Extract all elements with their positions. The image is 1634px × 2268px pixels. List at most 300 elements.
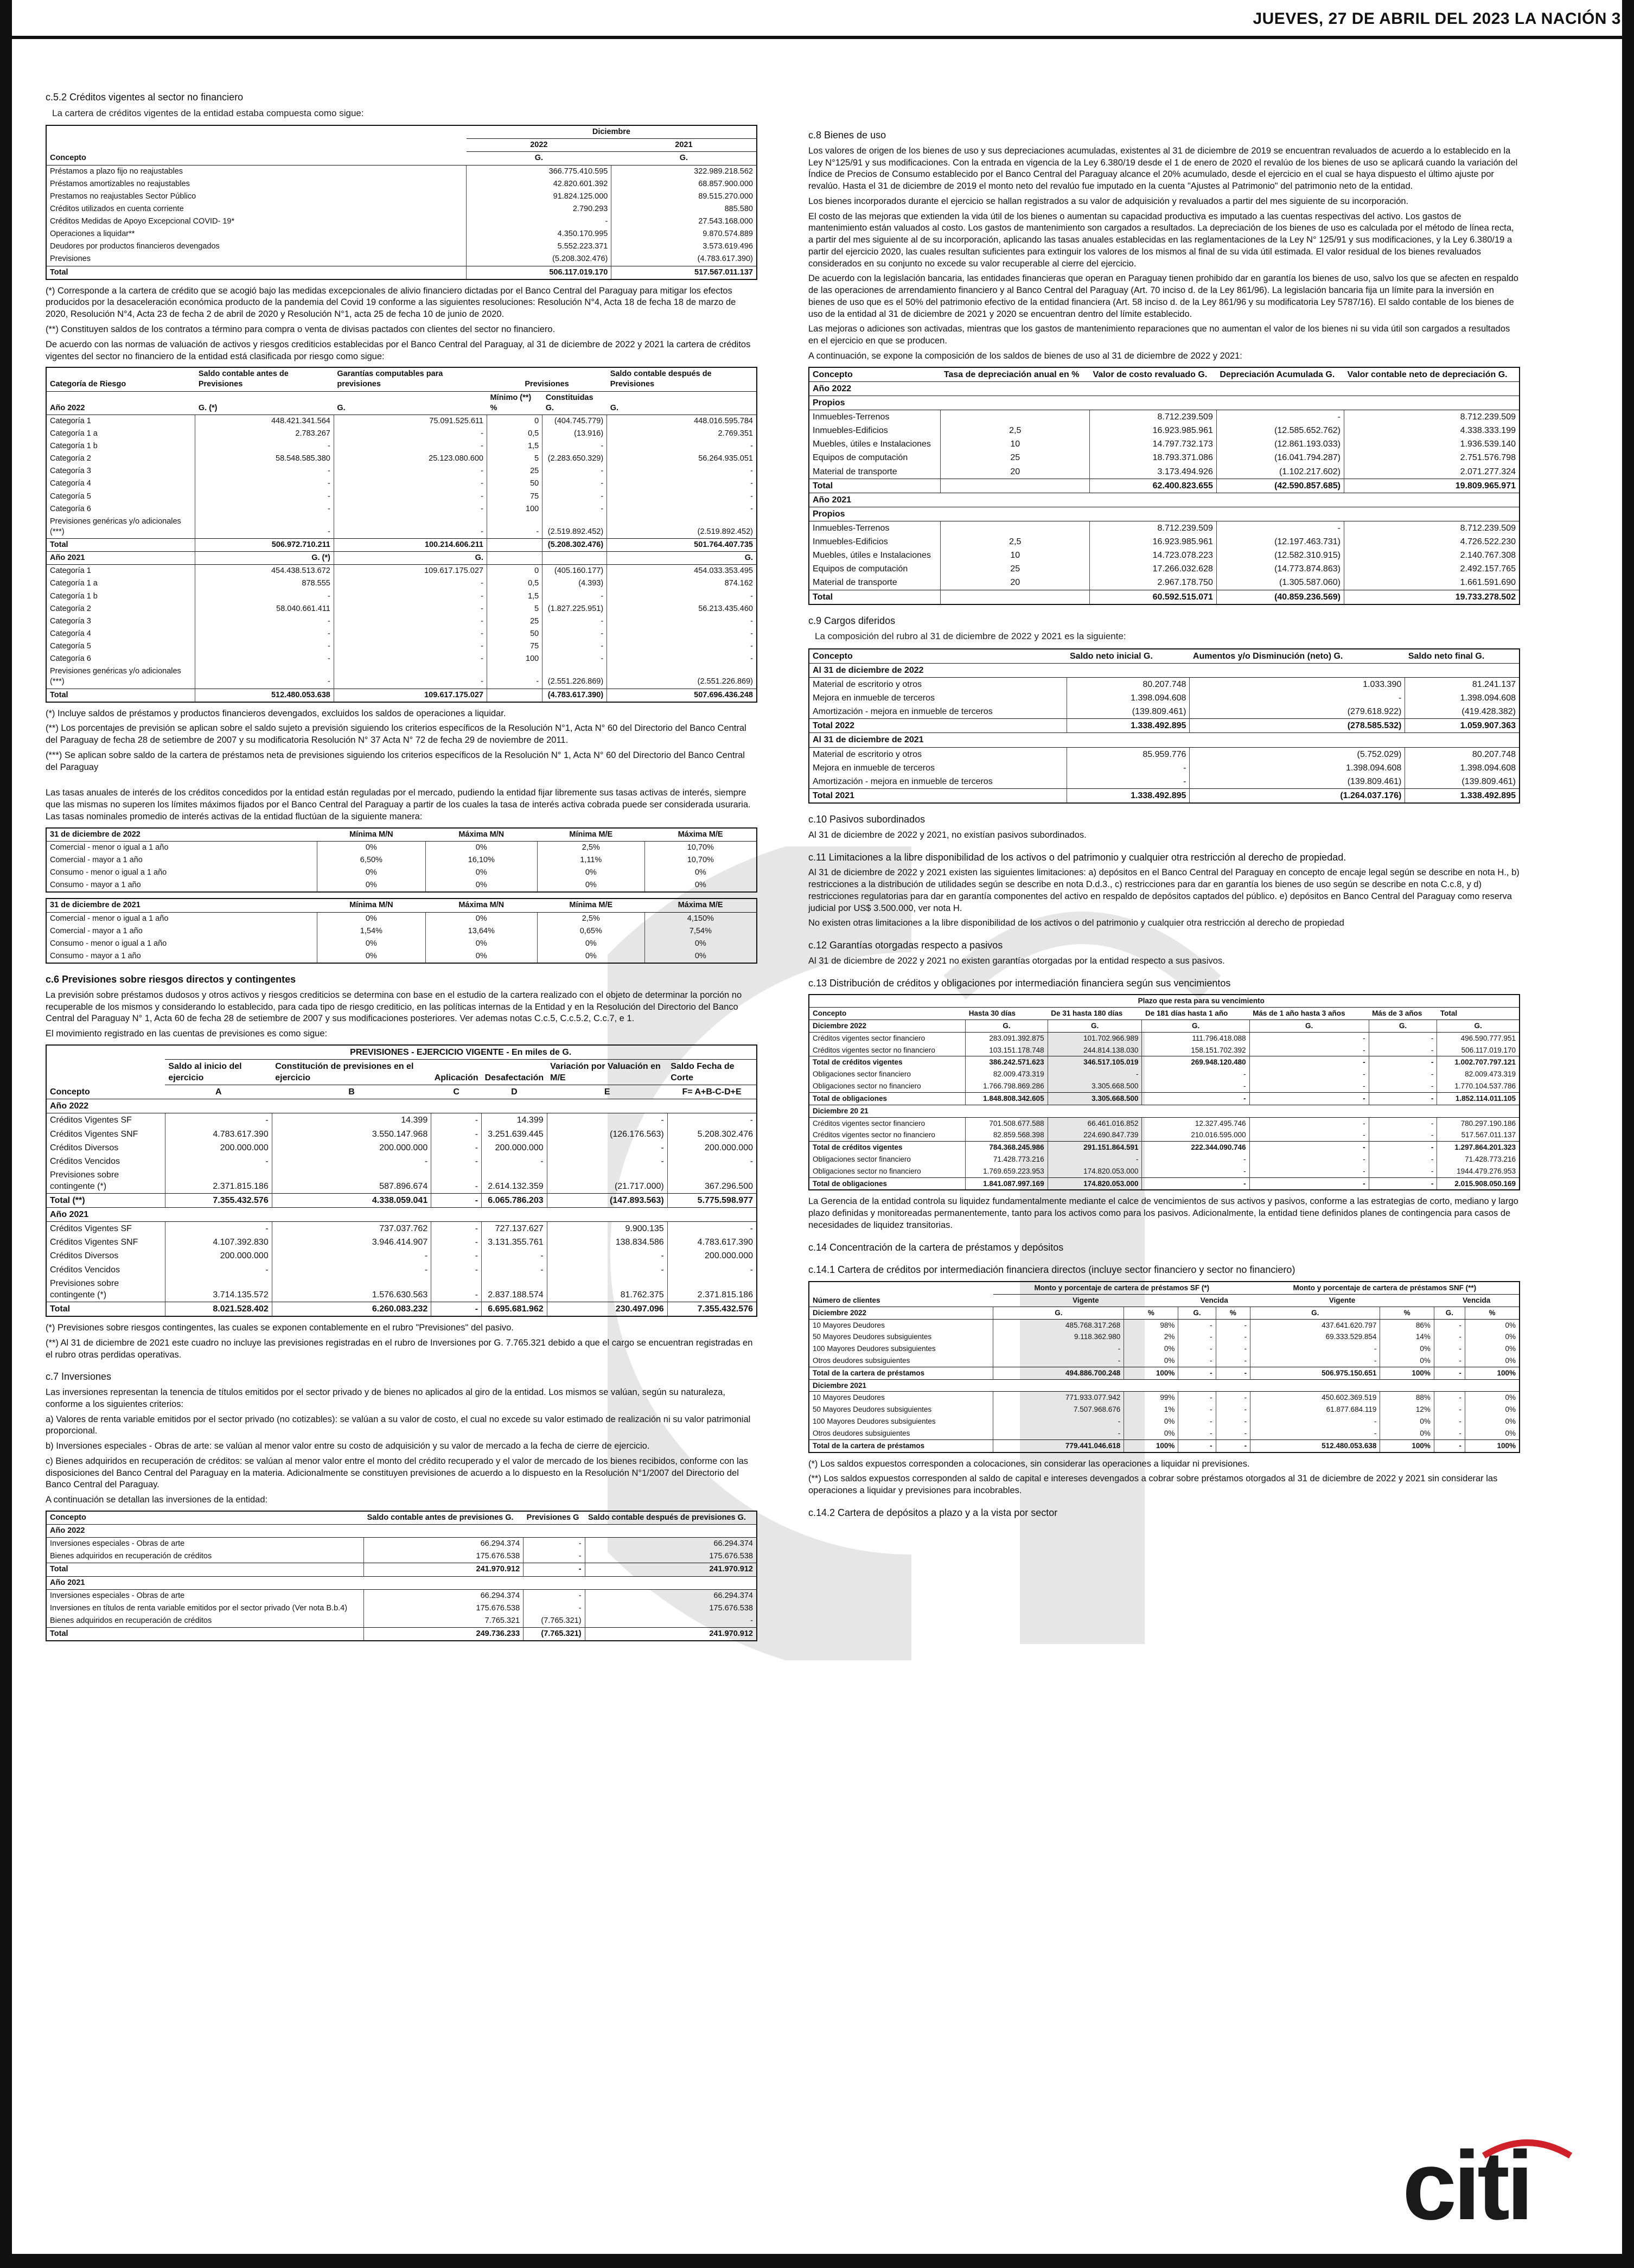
table-cell: 784.368.245.986 [966,1142,1048,1154]
table-cell: - [1249,1068,1369,1080]
table-cell: 1.398.094.608 [1067,691,1190,705]
table-cell: Inversiones en títulos de renta variable emitidos por el sector privado (Ver nota B.b.4) [50,1603,348,1613]
section-title: c.5.2 Créditos vigentes al sector no financiero [46,92,244,103]
table-cell: 2.614.132.359 [482,1168,547,1194]
table-cell: 14.399 [272,1113,431,1127]
table-cell: - [607,628,757,640]
table-row [46,867,757,879]
table-cell: - [195,465,334,477]
table-cell: - [1434,1367,1465,1379]
table-cell: 0% [537,938,644,950]
table-cell: - [542,503,607,515]
table-group-row [809,1105,1520,1117]
column-header: Constitución de previsiones en el ejercicio [272,1059,431,1085]
deferred-charges-table [808,648,1520,804]
table-cell: 66.294.374 [585,1538,757,1551]
table-cell: - [1249,1129,1369,1141]
table-cell: 50 Mayores Deudores subsiguientes [813,1405,932,1414]
table-cell: - [1142,1068,1249,1080]
table-cell: - [334,665,487,689]
table-cell: 1944.479.276.953 [1437,1165,1520,1177]
paragraph: A continuación, se expone la composición de los saldos de bienes de uso al 31 de diciembre de 2022 y 2021: [808,351,1242,361]
table-cell: 10,70% [644,841,757,854]
table-cell: 0% [1380,1355,1434,1367]
table-cell: - [547,1141,667,1155]
table-total-row [809,1056,1520,1068]
table-row [46,1155,757,1168]
table-cell: (5.208.302.476) [542,539,607,552]
table-cell [941,479,1090,493]
footnote: (**) Los saldos expuestos corresponden al saldo de capital e intereses devengados a cobrar sobre préstamos otorgados al 31 de diciembre de 2022 y 2021 sin considerar las operaciones a liquidar y previsiones para incobrables. [808,1474,1498,1496]
table-cell: 18.793.371.086 [1090,451,1217,464]
column-header: C [431,1085,482,1099]
table-cell: Amortización - mejora en inmueble de terceros [813,776,993,786]
table-row [46,1141,757,1155]
table-cell: - [993,1428,1124,1439]
table-row [809,1165,1520,1177]
table-cell: 109.617.175.027 [334,565,487,578]
group-label: G. [1369,1020,1437,1033]
table-cell: 2.071.277.324 [1344,465,1520,479]
table-cell: - [334,640,487,653]
table-cell: 1% [1124,1404,1178,1416]
table-header-row [809,367,1520,382]
table-cell: 100 [487,653,542,665]
table-cell: - [1434,1392,1465,1404]
table-cell: - [1434,1331,1465,1343]
table-cell: 1.338.492.895 [1405,788,1520,803]
table-cell: (4.783.617.390) [542,689,607,702]
paragraph: No existen otras limitaciones a la libre disponibilidad de los activos o del patrimonio y cualquier otra restricción al derecho de propiedad [808,918,1344,928]
table-cell: 10 Mayores Deudores [813,1393,885,1402]
table-row [46,1602,757,1615]
table-row [46,841,757,854]
paragraph: Al 31 de diciembre de 2022 y 2021, no existían pasivos subordinados. [808,830,1087,840]
group-label: Diciembre 2021 [809,1379,1520,1392]
table-header-row [46,125,757,139]
table-cell: Obligaciones sector financiero [813,1155,911,1163]
table-cell: 174.820.053.000 [1048,1177,1142,1190]
table-cell: 109.617.175.027 [334,689,487,702]
table-header-row [46,1045,757,1060]
group-label: G. [334,552,487,565]
table-total-row [809,1439,1520,1452]
table-group-row [46,1099,757,1113]
table-cell: 0% [425,912,537,925]
table-row [809,691,1520,705]
table-cell: - [607,440,757,453]
table-cell: - [993,1416,1124,1428]
table-cell: Inversiones especiales - Obras de arte [50,1591,185,1600]
table-cell: 58.040.661.411 [195,603,334,615]
table-cell: - [607,640,757,653]
column-header: Máxima M/N [425,899,537,912]
table-row [46,653,757,665]
table-cell: 19.809.965.971 [1344,479,1520,493]
group-label: Año 2022 [46,1099,757,1113]
table-cell: - [334,628,487,640]
table-header-row [809,649,1520,664]
table-row [809,775,1520,789]
table-cell: (2.283.650.329) [542,453,607,465]
table-cell: - [195,615,334,628]
table-cell: 0% [425,841,537,854]
maturity-table [808,994,1520,1190]
table-cell: - [1142,1154,1249,1165]
table-cell: - [1178,1331,1216,1343]
paragraph: La previsión sobre préstamos dudosos y otros activos y riesgos crediticios se determina con base en el estudio de la cartera realizado con el objeto de determinar la porción no recuperable de los mismos y considerando lo establecido, para cada tipo de riesgo crediticio, en las políticas internas de la Entidad y en la Resolución del Directorio del Banco Central del Paraguay N° 1, Acta 60 de fecha 28 de setiembre de 2007 y sus modificaciones posteriores. Ver ademas notas C.c.5, C.c.5.2, C.c.7, e 1. [46,990,742,1024]
table-row [46,1550,757,1563]
table-cell: 14.399 [482,1113,547,1127]
table-cell: 66.294.374 [364,1589,524,1602]
table-cell: Categoría 1 b [50,442,98,451]
table-cell: 81.241.137 [1405,678,1520,692]
table-cell: 1.398.094.608 [1190,761,1405,775]
table-cell: - [667,1155,757,1168]
column-header: Saldo Fecha de Corte [667,1059,757,1085]
table-cell: - [1249,1177,1369,1190]
column-header: Mínimo (**) % [487,391,542,415]
table-cell: - [542,590,607,603]
table-cell: 50 [487,628,542,640]
table-row [809,747,1520,761]
table-cell: 101.702.966.989 [1048,1032,1142,1044]
table-cell: 8.712.239.509 [1090,521,1217,535]
table-cell: - [1216,1355,1250,1367]
table-total-row [809,1177,1520,1190]
table-cell: - [1249,1056,1369,1068]
table-cell: Total [46,1563,364,1576]
paragraph: Al 31 de diciembre de 2022 y 2021 no existen garantías otorgadas por la entidad respecto a sus pasivos. [808,955,1225,966]
table-row [809,521,1520,535]
table-row [46,603,757,615]
table-cell: Obligaciones sector financiero [813,1070,911,1079]
table-cell: Mejora en inmueble de terceros [813,763,935,773]
column-header: Aplicación [431,1059,482,1085]
table-cell: - [431,1141,482,1155]
table-row [46,628,757,640]
column-header [1437,995,1520,1007]
table-cell: 1.033.390 [1190,678,1405,692]
table-cell: 517.567.011.137 [611,266,757,279]
table-cell: - [1250,1428,1380,1439]
table-row [46,440,757,453]
table-cell: - [607,590,757,603]
table-cell: - [272,1249,431,1263]
table-cell: - [431,1249,482,1263]
table-cell: 75 [487,640,542,653]
column-header: Concepto [46,125,467,165]
table-cell: 200.000.000 [667,1141,757,1155]
table-row [809,1404,1520,1416]
table-cell: 1.841.087.997.169 [966,1177,1048,1190]
table-cell: Créditos vigentes sector no financiero [813,1131,935,1139]
footnote: (*) Incluye saldos de préstamos y productos financieros devengados, excluidos los saldos de operaciones a liquidar. [46,708,506,718]
table-cell: - [195,477,334,490]
table-cell: Total [46,266,467,279]
table-cell: 62.400.823.655 [1090,479,1217,493]
table-row [46,912,757,925]
table-cell: 450.602.369.519 [1250,1392,1380,1404]
table-cell: - [1178,1416,1216,1428]
table-cell: 1.398.094.608 [1405,691,1520,705]
table-cell: 175.676.538 [364,1550,524,1563]
table-cell: (12.585.652.762) [1216,424,1344,437]
group-label: G. [966,1020,1048,1033]
table-cell: Comercial - menor o igual a 1 año [50,843,169,852]
table-cell: (1.305.587.060) [1216,576,1344,590]
table-cell: 367.296.500 [667,1168,757,1194]
table-cell: Inmuebles-Terrenos [813,412,890,422]
table-cell: 0% [644,938,757,950]
table-group-row [46,1208,757,1222]
table-cell: 5.208.302.476 [667,1127,757,1141]
table-cell: Créditos Vigentes SF [50,1116,132,1125]
table-row [809,1331,1520,1343]
table-cell: 12.327.495.746 [1142,1117,1249,1129]
investments-table [46,1511,757,1641]
table-cell: 779.441.046.618 [993,1439,1124,1452]
table-cell: - [1249,1117,1369,1129]
table-cell: 0% [1124,1416,1178,1428]
table-cell: 0% [537,950,644,963]
table-cell: 241.970.912 [364,1563,524,1576]
table-cell: 2.769.351 [607,428,757,440]
column-header: Máxima M/E [644,899,757,912]
table-cell: 8.712.239.509 [1090,410,1217,424]
table-cell: 0% [425,879,537,892]
table-cell: 506.972.710.211 [195,539,334,552]
table-cell: - [1434,1343,1465,1355]
table-total-row [46,1194,757,1208]
column-header: Garantías computables para previsiones [334,367,487,391]
table-cell: 100 Mayores Deudores subsiguientes [813,1417,936,1426]
table-cell: (126.176.563) [547,1127,667,1141]
table-cell: - [1369,1165,1437,1177]
table-cell: 0% [1465,1392,1520,1404]
table-cell: 0% [425,938,537,950]
table-row [46,1249,757,1263]
page-frame-bottom [0,2254,1634,2268]
table-cell: (42.590.857.685) [1216,479,1344,493]
table-cell: - [993,1343,1124,1355]
table-cell: - [1369,1068,1437,1080]
table-cell: 249.736.233 [364,1628,524,1641]
spacer [46,776,757,784]
risk-classification-table [46,367,757,702]
table-cell: 86% [1380,1319,1434,1331]
table-cell: Categoría 1 a [50,429,98,438]
group-label: Diciembre 2022 [809,1020,966,1033]
table-cell: (5.752.029) [1190,747,1405,761]
table-cell: 1,11% [537,854,644,867]
table-cell: 587.896.674 [272,1168,431,1194]
table-cell: 1.338.492.895 [1067,719,1190,733]
table-total-row [809,719,1520,733]
table-cell: 1.848.808.342.605 [966,1092,1048,1105]
table-cell: 158.151.702.392 [1142,1044,1249,1056]
table-cell: 82.009.473.319 [966,1068,1048,1080]
table-cell: Total [46,539,195,552]
table-cell: - [195,440,334,453]
column-header: Concepto [809,1008,966,1020]
table-row [46,1615,757,1628]
section-title: c.14.1 Cartera de créditos por intermediación financiera directos (incluye sector financiero y sector no financiero) [808,1264,1295,1276]
table-row [809,1080,1520,1092]
table-cell: 874.162 [607,577,757,590]
group-label: Diciembre 20 21 [809,1105,1520,1117]
table-cell: Otros deudores subsiguientes [813,1429,910,1437]
table-cell: 230.497.096 [547,1302,667,1316]
table-cell: 1.398.094.608 [1405,761,1520,775]
table-cell: - [1369,1117,1437,1129]
table-cell: 283.091.392.875 [966,1032,1048,1044]
table-cell: - [195,490,334,503]
table-row [46,640,757,653]
table-cell: - [482,1155,547,1168]
table-cell: 7.355.432.576 [165,1194,272,1208]
table-row [46,453,757,465]
column-header: Concepto [46,1045,165,1099]
table-row [809,535,1520,549]
table-cell: Operaciones a liquidar** [50,230,135,239]
column-header: Valor de costo revaluado G. [1090,367,1217,382]
table-cell: - [482,1263,547,1277]
table-cell: 0,65% [537,925,644,938]
table-row [46,228,757,240]
table-row [46,415,757,428]
table-cell: (2.551.226.869) [607,665,757,689]
table-cell: Categoría 4 [50,479,91,488]
table-header-row [46,391,757,415]
table-cell: Previsiones genéricas y/o adicionales (***) [50,667,181,686]
section-title: c.14 Concentración de la cartera de préstamos y depósitos [808,1241,1064,1253]
table-cell: 42.820.601.392 [467,178,611,190]
group-label: Año 2022 [46,1525,757,1538]
column-header: Mínima M/E [537,899,644,912]
table-cell: Consumo - mayor a 1 año [50,881,141,890]
column-header: Saldo contable antes de Previsiones [195,367,334,391]
paragraph: Las tasas anuales de interés de los créditos concedidos por la entidad están reguladas por el mercado, pudiendo la entidad fijar libremente sus tasas activas de interés, siempre que las mismas no superen los límites máximos fijados por el Banco Central del Paraguay a partir de los cuales la tasa de interés activa cobrada puede ser considerada usuraria. Las tasas nominales promedio de interés activas de la entidad fluctúan de la siguiente manera: [46,788,751,822]
table-cell: - [667,1263,757,1277]
table-cell: 14% [1380,1331,1434,1343]
table-cell: Créditos Diversos [50,1143,119,1152]
table-cell: 512.480.053.638 [1250,1439,1380,1452]
table-cell: - [195,515,334,539]
column-header: F= A+B-C-D+E [667,1085,757,1099]
table-cell: - [1434,1355,1465,1367]
table-cell: 4.350.170.995 [467,228,611,240]
table-cell: - [542,640,607,653]
table-row [809,1117,1520,1129]
table-cell: Créditos Medidas de Apoyo Excepcional COVID- 19* [50,217,235,226]
table-cell: 0% [1465,1331,1520,1343]
table-row [46,190,757,203]
table-cell: - [607,653,757,665]
table-header-row [46,899,757,912]
table-cell: 780.297.190.186 [1437,1117,1520,1129]
table-cell: (16.041.794.287) [1216,451,1344,464]
table-cell: - [1216,1343,1250,1355]
table-cell: 25.123.080.600 [334,453,487,465]
footnote: (*) Corresponde a la cartera de crédito que se acogió bajo las medidas excepcionales de alivio financiero dictadas por el Banco Central del Paraguay para mitigar los efectos producidos por la desaceleración económica producto de la pandemia del Covid 19 conforme a las siguientes resoluciones: Resolución N°4, Acta 18 de fecha 18 de marzo de 2020, Resolución N°4, Acta 23 de fecha 2 de abril de 2020 y Resolución N°1, acta 25 de fecha 10 de junio de 2020. [46,285,736,320]
table-cell: 0% [1465,1355,1520,1367]
table-cell: 100 [487,503,542,515]
table-cell: 2,5% [537,841,644,854]
table-cell: 14.723.078.223 [1090,549,1217,562]
table-cell: 454.033.353.495 [607,565,757,578]
table-cell: 200.000.000 [667,1249,757,1263]
table-cell: Categoría 4 [50,629,91,638]
table-row [809,1355,1520,1367]
table-cell: Equipos de computación [813,564,908,574]
table-cell: - [165,1155,272,1168]
section-title: c.13 Distribución de créditos y obligaciones por intermediación financiera según sus vencimientos [808,977,1231,989]
table-cell: 878.555 [195,577,334,590]
table-cell: Muebles, útiles e Instalaciones [813,439,931,449]
table-row [46,215,757,228]
section-title: c.10 Pasivos subordinados [808,814,925,825]
table-row [809,562,1520,576]
group-label: Al 31 de diciembre de 2022 [809,663,1520,677]
group-label: Año 2021 [46,1208,757,1222]
table-cell: 0% [1124,1355,1178,1367]
table-cell: 10 [941,437,1090,451]
table-cell: 85.959.776 [1067,747,1190,761]
column-header: Total [1437,1008,1520,1020]
table-cell: - [667,1222,757,1236]
table-cell: 0% [317,938,425,950]
table-cell: 3.714.135.572 [165,1277,272,1302]
table-cell: - [1067,761,1190,775]
table-row [46,203,757,215]
table-cell: 507.696.436.248 [607,689,757,702]
table-cell: - [1067,775,1190,789]
column-header: Hasta 30 días [966,1008,1048,1020]
table-cell: 2,5 [941,424,1090,437]
column-header: De 31 hasta 180 días [1048,1008,1142,1020]
table-cell: 727.137.627 [482,1222,547,1236]
table-cell: - [334,515,487,539]
table-row [46,1222,757,1236]
table-cell: 8.021.528.402 [165,1302,272,1316]
table-cell: 82.859.568.398 [966,1129,1048,1141]
section-title: c.8 Bienes de uso [808,130,886,141]
table-row [46,515,757,539]
table-cell: - [524,1602,585,1615]
table-cell: 0% [425,950,537,963]
table-cell: 56.213.435.460 [607,603,757,615]
paragraph: Los bienes incorporados durante el ejercicio se hallan registrados a su valor de adquisición y revaluados a partir del mes siguiente de su incorporación. [808,196,1409,206]
table-row [46,1277,757,1302]
table-cell: (12.861.193.033) [1216,437,1344,451]
column-header: Vigente [993,1294,1178,1307]
column-header: Previsiones [487,367,607,391]
fixed-assets-table [808,367,1520,605]
table-cell: Comercial - menor o igual a 1 año [50,914,169,923]
table-cell: 175.676.538 [585,1602,757,1615]
group-label: G. [1437,1020,1520,1033]
column-header [809,995,966,1007]
table-cell: - [1434,1439,1465,1452]
column-header: 2021 [611,139,757,152]
footnote: (**) Al 31 de diciembre de 2021 este cuadro no incluye las previsiones registradas en el rubro de Inversiones por G. 7.765.321 debido a que el cargo se encuentran registradas en el rubro otras perdidas operativas. [46,1337,753,1360]
table-cell: - [1216,1331,1250,1343]
table-cell: Total 2022 [809,719,1067,733]
table-cell: (13.916) [542,428,607,440]
table-cell: - [1369,1129,1437,1141]
table-cell: 16,10% [425,854,537,867]
